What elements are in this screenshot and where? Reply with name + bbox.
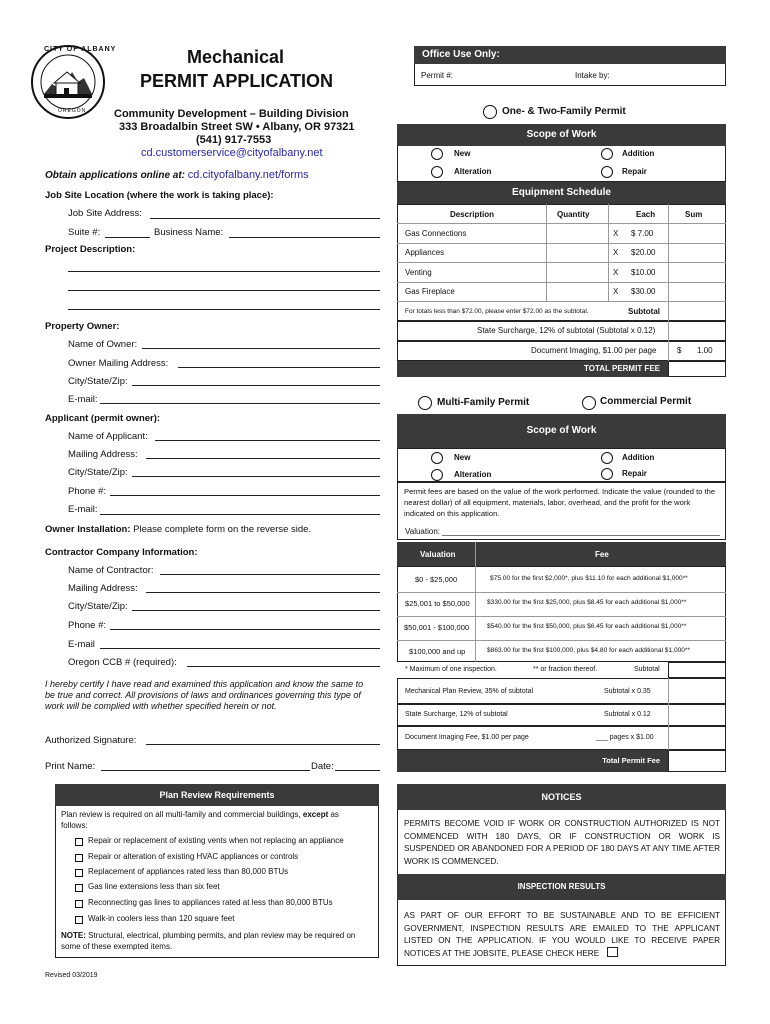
- plan-review-note: NOTE: Structural, electrical, plumbing permits, and plan review may be required on: [61, 931, 356, 940]
- equip-row-1-desc: Gas Connections: [405, 229, 467, 238]
- one-two-family-radio[interactable]: [483, 105, 497, 119]
- col-each: Each: [636, 210, 656, 219]
- fee-row-3-fee: $540.00 for the first $50,000, plus $6.45 for each additional $1,000**: [487, 623, 687, 630]
- owner-installation-label: Owner Installation:: [45, 524, 131, 535]
- contractor-phone-field[interactable]: [110, 629, 380, 630]
- one-two-new-radio[interactable]: [431, 148, 443, 160]
- fee-row-2-fee: $330.00 for the first $25,000, plus $8.45 for each additional $1,000**: [487, 599, 687, 606]
- obtain-online: [45, 169, 309, 181]
- contractor-city-field[interactable]: [132, 610, 380, 611]
- col-quantity: Quantity: [557, 210, 590, 219]
- notices-title-bar: [397, 784, 726, 810]
- fee-col-valuation: Valuation: [420, 550, 456, 559]
- plan-review-intro-2: follows:: [61, 821, 88, 830]
- equipment-schedule-bar: [397, 182, 726, 204]
- page-title: Mechanical: [187, 47, 285, 67]
- applicant-name-field[interactable]: [155, 440, 380, 441]
- intake-by: Intake by:: [575, 71, 610, 80]
- logo-text: CITY OF ALBANY: [44, 46, 117, 53]
- one-two-imaging-dollar: $: [677, 346, 682, 355]
- suite-field[interactable]: [105, 237, 150, 238]
- multi-new-radio[interactable]: [431, 452, 443, 464]
- exempt-checkbox-5[interactable]: [75, 900, 83, 908]
- one-two-total-bar: [397, 361, 668, 377]
- multi-new-label: New: [454, 453, 471, 462]
- equip-row-2-desc: Appliances: [405, 248, 445, 257]
- authorized-signature-label: Authorized Signature:: [45, 735, 137, 746]
- multi-family-radio[interactable]: [418, 396, 432, 410]
- owner-name-field[interactable]: [142, 348, 380, 349]
- plan-review-fee-label: Mechanical Plan Review, 35% of subtotal: [405, 688, 534, 695]
- one-two-scope-title: Scope of Work: [526, 129, 597, 140]
- ccb-field[interactable]: [187, 666, 380, 667]
- page-subtitle: PERMIT APPLICATION: [140, 71, 333, 91]
- owner-name-label: Name of Owner:: [68, 339, 138, 350]
- fee-row-3-val: $50,001 - $100,000: [404, 623, 470, 632]
- contractor-city-label: City/State/Zip:: [68, 601, 128, 612]
- exempt-item-6: Walk-in coolers less than 120 square feet: [88, 914, 235, 923]
- exempt-checkbox-1[interactable]: [75, 838, 83, 846]
- one-two-family-title: One- & Two-Family Permit: [502, 106, 626, 117]
- minimum-total-note: For totals less than $72.00, please enter $72.00 as the subtotal.: [405, 308, 589, 315]
- multi-imaging-calc: ___ pages x $1.00: [596, 734, 654, 741]
- multi-subtotal-label: Subtotal: [634, 666, 660, 673]
- multi-total-label: Total Permit Fee: [602, 756, 660, 765]
- equip-row-3-x: X: [613, 268, 619, 277]
- max-inspection-note: * Maximum of one inspection.: [405, 666, 497, 673]
- date-label: Date:: [311, 761, 334, 772]
- multi-repair-radio[interactable]: [601, 468, 613, 480]
- office-use-title: Office Use Only:: [422, 49, 500, 60]
- equip-row-4-x: X: [613, 287, 619, 296]
- multi-alteration-label: Alteration: [454, 470, 492, 479]
- authorized-signature-field[interactable]: [146, 744, 380, 745]
- fee-row-4-fee: $863.00 for the first $100,000, plus $4.80 for each additional $1,000**: [487, 647, 691, 654]
- multi-scope-bar: [397, 414, 726, 448]
- multi-addition-radio[interactable]: [601, 452, 613, 464]
- owner-mailing-field[interactable]: [178, 367, 380, 368]
- exempt-item-1: Repair or replacement of existing vents when not replacing an appliance: [88, 836, 344, 845]
- project-description-line-3[interactable]: [68, 309, 380, 310]
- one-two-addition-label: Addition: [622, 149, 655, 158]
- equip-row-3-each: $10.00: [631, 268, 656, 277]
- valuation-field[interactable]: [442, 535, 720, 536]
- inspection-results-title: INSPECTION RESULTS: [517, 882, 606, 891]
- suite-label: Suite #:: [68, 227, 101, 238]
- multi-surcharge-label: State Surcharge, 12% of subtotal: [405, 711, 508, 718]
- owner-installation-text: Please complete form on the reverse side.: [133, 524, 312, 535]
- commercial-radio[interactable]: [582, 396, 596, 410]
- one-two-subtotal-label: Subtotal: [628, 307, 660, 316]
- project-description-line-1[interactable]: [68, 271, 380, 272]
- applicant-phone-label: Phone #:: [68, 486, 107, 497]
- contractor-email-field[interactable]: [100, 648, 380, 649]
- col-sum: Sum: [685, 210, 703, 219]
- exempt-checkbox-6[interactable]: [75, 916, 83, 924]
- revised-date: Revised 03/2019: [45, 972, 98, 979]
- fee-row-1-fee: $75.00 for the first $2,000*, plus $11.10 for each additional $1,000**: [490, 575, 688, 582]
- one-two-imaging-value: 1.00: [697, 346, 713, 355]
- notices-text: PERMITS BECOME VOID IF WORK OR CONSTRUCTION AUTHORIZED IS NOT COMMENCED WITH 180 DAYS, OR IF CONSTRUCTION OR WORK IS SUSPENDED OR ABANDONED FOR A PERIOD OF 180 DAYS AT ANY TIME AFTER WORK IS COMMENCED.: [404, 819, 720, 866]
- owner-email-label: E-mail:: [68, 394, 98, 405]
- one-two-total-field[interactable]: [668, 361, 726, 377]
- applicant-mailing-label: Mailing Address:: [68, 449, 138, 460]
- date-field[interactable]: [335, 770, 380, 771]
- exempt-item-2: Repair or alteration of existing HVAC appliances or controls: [88, 852, 299, 861]
- equipment-schedule-title: Equipment Schedule: [512, 187, 611, 198]
- contractor-name-field[interactable]: [160, 574, 380, 575]
- one-two-repair-radio[interactable]: [601, 166, 613, 178]
- permit-number: Permit #:: [421, 71, 454, 80]
- fee-col-fee: Fee: [595, 550, 609, 559]
- office-use-title-bar: [414, 46, 726, 64]
- division-address: 333 Broadalbin Street SW • Albany, OR 97321: [119, 121, 355, 133]
- equip-row-1-x: X: [613, 229, 619, 238]
- equip-row-4-desc: Gas Fireplace: [405, 287, 455, 296]
- certification-text: I hereby certify I have read and examined this application and know the same to be true and correct. All provisions of laws and ordinances governing this type of work will be complied with whether specified herein or not.: [45, 679, 364, 711]
- applicant-city-label: City/State/Zip:: [68, 467, 128, 478]
- one-two-imaging-label: Document Imaging, $1.00 per page: [531, 346, 657, 355]
- print-name-label: Print Name:: [45, 761, 96, 772]
- multi-scope-title: Scope of Work: [526, 425, 597, 436]
- equip-row-3-desc: Venting: [405, 268, 432, 277]
- multi-addition-label: Addition: [622, 453, 655, 462]
- commercial-title: Commercial Permit: [600, 396, 692, 407]
- contractor-mailing-label: Mailing Address:: [68, 583, 138, 594]
- contractor-name-label: Name of Contractor:: [68, 565, 154, 576]
- business-name-field[interactable]: [229, 237, 380, 238]
- multi-imaging-label: Document Imaging Fee, $1.00 per page: [405, 734, 529, 741]
- one-two-surcharge-label: State Surcharge, 12% of subtotal (Subtotal x 0.12): [477, 326, 656, 335]
- email-link[interactable]: cd.customerservice@cityofalbany.net: [141, 147, 323, 159]
- one-two-scope-bar: [397, 124, 726, 146]
- owner-city-label: City/State/Zip:: [68, 376, 128, 387]
- multi-subtotal-field[interactable]: [668, 662, 726, 678]
- division-name: Community Development – Building Division: [114, 108, 349, 120]
- multi-total-field[interactable]: [668, 750, 726, 772]
- applicant-heading: Applicant (permit owner):: [45, 413, 161, 424]
- project-description-line-2[interactable]: [68, 290, 380, 291]
- contractor-phone-label: Phone #:: [68, 620, 107, 631]
- col-description: Description: [450, 210, 495, 219]
- job-site-address-field[interactable]: [150, 218, 380, 219]
- print-name-field[interactable]: [101, 770, 310, 771]
- owner-city-field[interactable]: [132, 385, 380, 386]
- exempt-item-4: Gas line extensions less than six feet: [88, 882, 220, 891]
- project-description-label: Project Description:: [45, 244, 136, 255]
- owner-mailing-label: Owner Mailing Address:: [68, 358, 169, 369]
- division-phone: (541) 917-7553: [196, 134, 272, 146]
- one-two-addition-radio[interactable]: [601, 148, 613, 160]
- valuation-label: Valuation:: [405, 527, 440, 536]
- inspection-results-bar: [397, 874, 726, 900]
- job-site-address-label: Job Site Address:: [68, 208, 142, 219]
- forms-link[interactable]: cd.cityofalbany.net/forms: [187, 169, 309, 181]
- contractor-mailing-field[interactable]: [146, 592, 380, 593]
- owner-installation: [45, 524, 311, 535]
- plan-review-note-2: some of these exempted items.: [61, 942, 173, 951]
- multi-repair-label: Repair: [622, 469, 647, 478]
- exempt-checkbox-3[interactable]: [75, 869, 83, 877]
- owner-email-field[interactable]: [100, 403, 380, 404]
- applicant-name-label: Name of Applicant:: [68, 431, 148, 442]
- ccb-label: Oregon CCB # (required):: [68, 657, 177, 668]
- division-email[interactable]: [141, 147, 323, 159]
- fee-row-2-val: $25,001 to $50,000: [405, 599, 470, 608]
- applicant-phone-field[interactable]: [110, 495, 380, 496]
- multi-scope-box: [397, 448, 726, 482]
- fee-row-1-val: $0 - $25,000: [415, 575, 458, 584]
- applicant-email-label: E-mail:: [68, 504, 98, 515]
- fee-row-4-val: $100,000 and up: [409, 647, 466, 656]
- equip-row-1-each: $ 7.00: [631, 229, 654, 238]
- multi-total-bar: [397, 750, 668, 772]
- contractor-email-label: E-mail: [68, 639, 95, 650]
- exempt-checkbox-2[interactable]: [75, 854, 83, 862]
- exempt-item-5: Reconnecting gas lines to appliances rated at less than 80,000 BTUs: [88, 898, 333, 907]
- one-two-total-label: TOTAL PERMIT FEE: [583, 364, 660, 373]
- plan-review-title: Plan Review Requirements: [159, 790, 275, 800]
- one-two-new-label: New: [454, 149, 471, 158]
- inspection-results-text: AS PART OF OUR EFFORT TO BE SUSTAINABLE AND TO BE EFFICIENT GOVERNMENT, INSPECTION RESULTS ARE EMAILED TO THE APPLICANT LISTED ON THE APPLICATION. IF YOU WOULD LIKE TO RECEIVE PAPER NOTICES AT THE JOBSITE, PLEASE CHECK HERE: [404, 911, 720, 958]
- equip-row-2-x: X: [613, 248, 619, 257]
- permit-fee-text: Permit fees are based on the value of the work performed. Indicate the value (rounded to the nearest dollar) of all equipment, materials, labor, overhead, and the profit for the work indicated on this application.: [404, 487, 716, 518]
- equip-row-4-each: $30.00: [631, 287, 656, 296]
- applicant-mailing-field[interactable]: [146, 458, 380, 459]
- exempt-item-3: Replacement of appliances rated less than 80,000 BTUs: [88, 867, 289, 876]
- equip-row-2-each: $20.00: [631, 248, 656, 257]
- multi-alteration-radio[interactable]: [431, 469, 443, 481]
- fraction-note: ** or fraction thereof.: [533, 666, 598, 673]
- exempt-checkbox-4[interactable]: [75, 884, 83, 892]
- applicant-city-field[interactable]: [132, 476, 380, 477]
- multi-family-title: Multi-Family Permit: [437, 397, 530, 408]
- paper-notice-checkbox[interactable]: [607, 947, 618, 957]
- multi-surcharge-calc: Subtotal x 0.12: [604, 711, 651, 718]
- property-owner-heading: Property Owner:: [45, 321, 120, 332]
- job-site-heading: Job Site Location (where the work is taking place):: [45, 190, 274, 201]
- one-two-alteration-label: Alteration: [454, 167, 492, 176]
- one-two-alteration-radio[interactable]: [431, 166, 443, 178]
- contractor-heading: Contractor Company Information:: [45, 547, 198, 558]
- notices-title: NOTICES: [541, 792, 582, 802]
- plan-review-fee-calc: Subtotal x 0.35: [604, 688, 651, 695]
- business-name-label: Business Name:: [154, 227, 224, 238]
- applicant-email-field[interactable]: [100, 514, 380, 515]
- one-two-repair-label: Repair: [622, 167, 647, 176]
- plan-review-title-bar: [55, 784, 379, 806]
- plan-review-intro: Plan review is required on all multi-family and commercial buildings, except as: [61, 810, 339, 819]
- logo-subtext: OREGON: [58, 108, 87, 114]
- obtain-label: Obtain applications online at:: [45, 170, 186, 181]
